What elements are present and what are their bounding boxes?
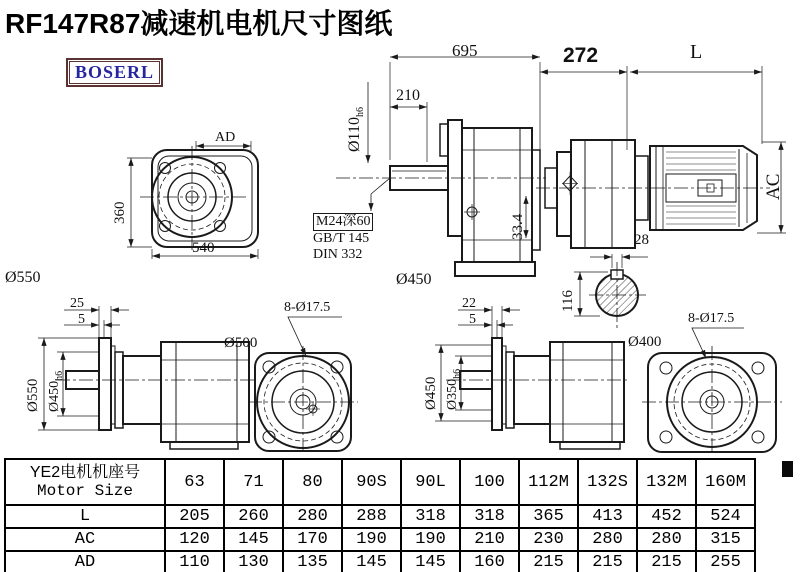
- cell: 288: [342, 505, 401, 528]
- cell: 170: [283, 528, 342, 551]
- label-flange-450: Ø450: [396, 271, 432, 288]
- cell: 145: [342, 551, 401, 572]
- table-header-row: [5, 459, 755, 505]
- cell: 215: [578, 551, 637, 572]
- row-label: AD: [5, 551, 165, 572]
- dim-550-vertical: Ø550: [25, 378, 41, 412]
- size-col: 90S: [342, 459, 401, 505]
- cell: 160: [460, 551, 519, 572]
- cell: 280: [283, 505, 342, 528]
- dim-28: 28: [634, 232, 649, 248]
- label-dia-400: Ø400: [628, 334, 662, 350]
- dim-shaft-diameter: $Ø110_{h6}$: [346, 107, 367, 152]
- size-col: 71: [224, 459, 283, 505]
- cell: 318: [401, 505, 460, 528]
- cell: 215: [519, 551, 578, 572]
- dim-25: 25: [70, 296, 84, 311]
- dim-22: 22: [462, 296, 476, 311]
- cell: 230: [519, 528, 578, 551]
- size-col: 100: [460, 459, 519, 505]
- cell: 318: [460, 505, 519, 528]
- boserl-logo-text: BOSERL: [75, 62, 155, 82]
- size-col: 160M: [696, 459, 755, 505]
- cell: 145: [401, 551, 460, 572]
- flange-450-side-view: [435, 306, 630, 449]
- dim-116: 116: [560, 290, 576, 312]
- cell: 110: [165, 551, 224, 572]
- dim-350h6-vertical: $Ø350_{h6}$: [445, 368, 463, 410]
- size-col: 112M: [519, 459, 578, 505]
- cell: 315: [696, 528, 755, 551]
- table-row-AD: [5, 551, 755, 572]
- cell: 260: [224, 505, 283, 528]
- cell: 452: [637, 505, 696, 528]
- dim-L: L: [690, 41, 703, 63]
- cell: 190: [342, 528, 401, 551]
- size-col: 90L: [401, 459, 460, 505]
- flange-550-side-view: [38, 306, 256, 449]
- row-label: L: [5, 505, 165, 528]
- cell: 190: [401, 528, 460, 551]
- dim-AC: AC: [763, 173, 784, 200]
- cell: 255: [696, 551, 755, 572]
- dim-450-vertical: Ø450: [423, 376, 439, 410]
- tap-std-din: DIN 332: [313, 247, 363, 262]
- cell: 205: [165, 505, 224, 528]
- label-bolt-holes-400: 8-Ø17.5: [688, 311, 735, 326]
- tap-std-gb: GB/T 145: [313, 231, 370, 246]
- dim-5-right: 5: [469, 312, 476, 327]
- size-col: 132S: [578, 459, 637, 505]
- motor-size-table: [4, 458, 756, 572]
- table-row-AC: [5, 528, 755, 551]
- dim-695: 695: [452, 41, 478, 60]
- size-col: 63: [165, 459, 224, 505]
- label-bolt-holes-500: 8-Ø17.5: [284, 300, 331, 315]
- dim-33-4: 33.4: [510, 213, 526, 240]
- cell: 524: [696, 505, 755, 528]
- dim-272: 272: [563, 44, 599, 67]
- row-label: AC: [5, 528, 165, 551]
- cell: 280: [578, 528, 637, 551]
- size-col: 132M: [637, 459, 696, 505]
- dim-360: 360: [112, 201, 128, 224]
- dim-210: 210: [396, 87, 420, 104]
- tap-spec: M24深60: [313, 213, 373, 231]
- header-en: Motor Size: [36, 482, 133, 500]
- cell: 280: [637, 528, 696, 551]
- dim-450h6-vertical: $Ø450_{h6}$: [47, 370, 65, 412]
- cell: 145: [224, 528, 283, 551]
- flange-500-front-view: [248, 317, 358, 455]
- tapped-hole-note: [313, 213, 373, 263]
- cell: 365: [519, 505, 578, 528]
- cell: 130: [224, 551, 283, 572]
- page-title: RF147R87减速机电机尺寸图纸: [5, 8, 393, 39]
- cell: 215: [637, 551, 696, 572]
- cell: 135: [283, 551, 342, 572]
- label-flange-550: Ø550: [5, 269, 41, 286]
- dim-540: 540: [192, 240, 215, 256]
- cell: 120: [165, 528, 224, 551]
- cell: 413: [578, 505, 637, 528]
- dim-5-left: 5: [78, 312, 85, 327]
- dim-ad: AD: [215, 130, 236, 145]
- table-row-L: [5, 505, 755, 528]
- size-col: 80: [283, 459, 342, 505]
- label-dia-500: Ø500: [224, 335, 258, 351]
- header-cn: YE2电机机座号: [29, 464, 141, 481]
- cell: 210: [460, 528, 519, 551]
- ink-artifact: [782, 461, 793, 477]
- flange-400-front-view: [642, 328, 782, 455]
- header-motor-size: [5, 459, 165, 505]
